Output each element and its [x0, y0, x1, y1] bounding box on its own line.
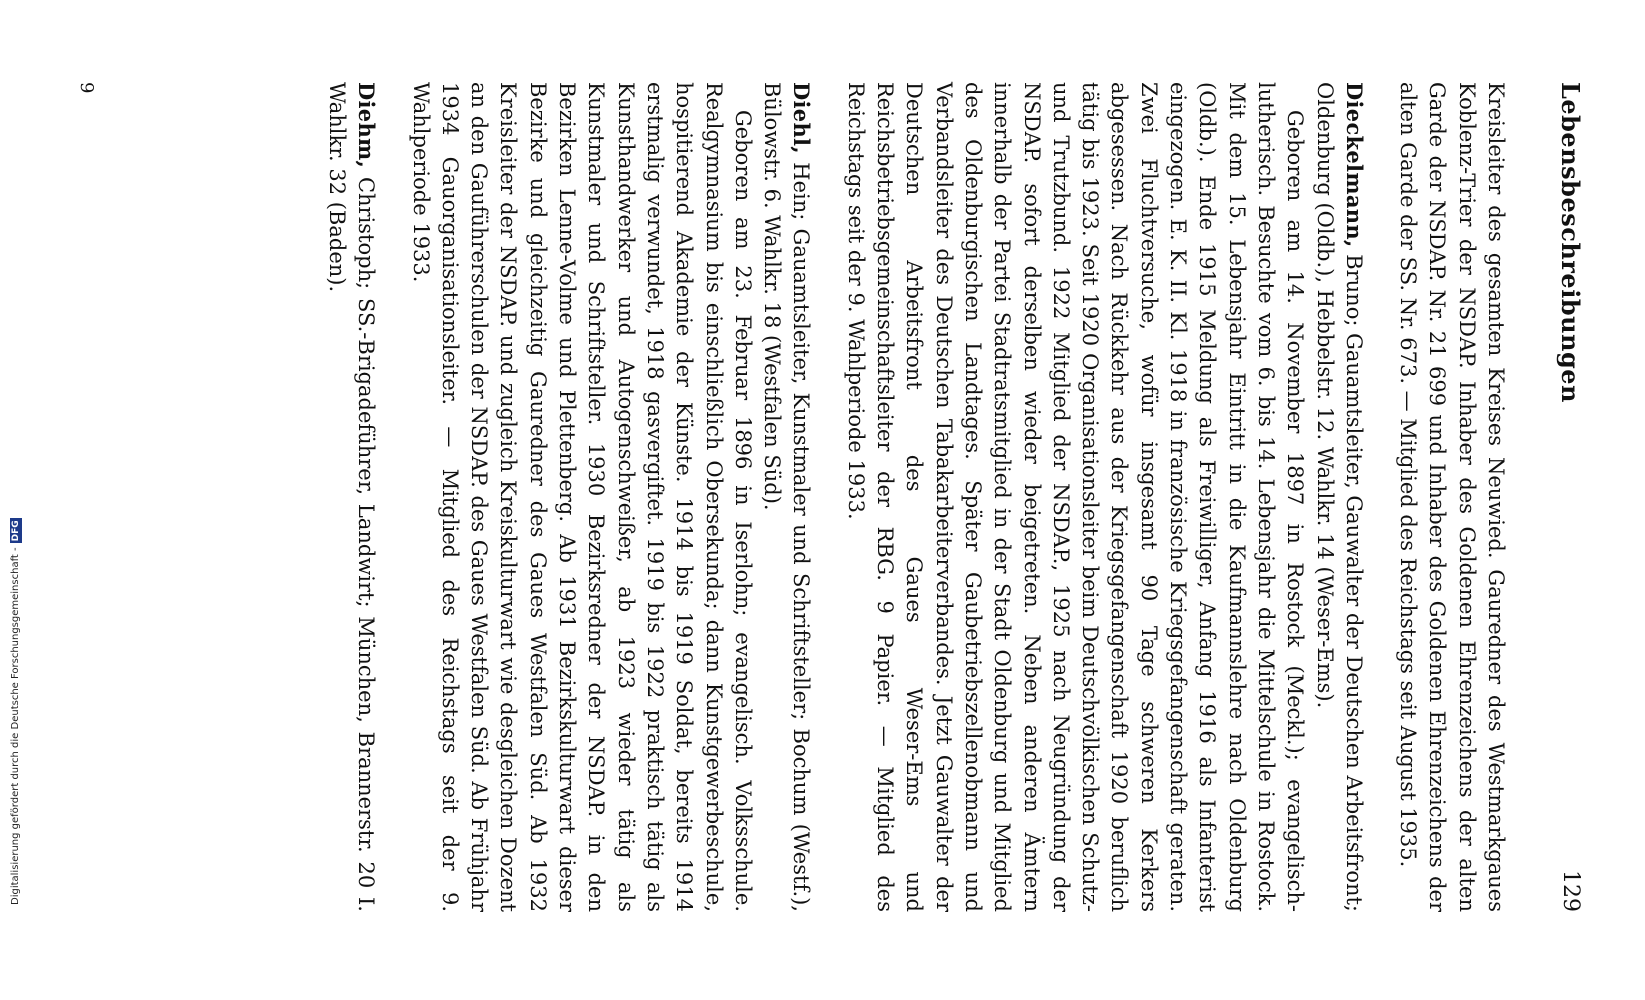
dfg-logo: DFG — [11, 520, 21, 542]
credit-text: Digitalisierung gefördert durch die Deutsche Forschungsgemeinschaft - — [10, 547, 21, 905]
entry-body: Geboren am 23. Februar 1896 in Iserlohn; evangelisch. Volksschule. Realgymnasium bis einschließlich Obersekunda; dann Kunstgewerbeschule, hospitierend Akademie der Künste. 1914 bis 1919 Soldat, bereits 1914 erstmalig verwundet, 1918 gasvergiftet. 1919 bis 1922 praktisch tätig als Kunsthandwerker und Autogenschweißer, ab 1923 wieder tätig als Kunstmaler und Schriftsteller. 1930 Bezirksredner der NSDAP. in den Bezirken Lenne-Volme und Plettenberg. Ab 1931 Bezirkskulturwart dieser Bezirke und gleichzeitig Gauredner des Gaues Westfalen Süd. Ab 1932 Kreisleiter der NSDAP. und zugleich Kreiskulturwart wie desgleichen Dozent an den Gauführerschulen der NSDAP. des Gaues Westfalen Süd. Ab Frühjahr 1934 Gauorganisationsleiter. — Mitglied des Reichstags seit der 9. Wahlperiode 1933. — [408, 82, 755, 912]
digitization-credit — [0, 0, 20, 1000]
biography-entry-diehl — [405, 82, 816, 912]
page-number: 129 — [1558, 870, 1583, 912]
running-head — [1545, 82, 1585, 912]
entry-heading — [757, 82, 817, 912]
entry-name: Diehl, — [789, 82, 815, 154]
biography-entry-diehm — [322, 82, 382, 912]
entry-intro: Hein; Gauamtsleiter, Kunstmaler und Schriftsteller; Bochum (Westf.), Bülowstr. 6. Wahlkr. 18 (Westfalen Süd). — [760, 82, 814, 912]
page-folio: 9 — [76, 82, 97, 94]
entry-body: Geboren am 14. November 1897 in Rostock (Meckl.); evangelisch-lutherisch. Besuchte vom 6. bis 14. Lebensjahr die Mittelschule in Rostock. Mit dem 15. Lebensjahr Eintritt in die Kaufmannslehre nach Oldenburg (Oldb.). Ende 1915 Meldung als Freiwilliger, Anfang 1916 als Infanterist eingezogen. E. K. II. Kl. 1918 in französische Kriegsgefangenschaft geraten. Zwei Fluchtversuche, wofür insgesamt 90 Tage schweren Kerkers abgesessen. Nach Rückkehr aus der Kriegsgefangenschaft 1920 beruflich tätig bis 1923. Seit 1920 Organisationsleiter beim Deutschvölkischen Schutz- und Trutzbund. 1922 Mitglied der NSDAP., 1925 nach Neugründung der NSDAP. sofort derselben wieder beigetreten. Neben anderen Ämtern innerhalb der Partei Stadtratsmitglied in der Stadt Oldenburg und Mitglied des Oldenburgischen Landtages. Später Gaubetriebszellenobmann und Verbandsleiter des Deutschen Tabakarbeiterverbandes. Jetzt Gauwalter der Deutschen Arbeitsfront des Gaues Weser-Ems und Reichsbetriebsgemeinschaftsleiter der RBG. 9 Papier. — Mitglied des Reichstags seit der 9. Wahlperiode 1933. — [843, 82, 1308, 912]
biography-entry-dieckelmann — [840, 82, 1368, 912]
page-title: Lebensbeschreibungen — [1556, 82, 1585, 403]
entry-intro: Christoph; SS.-Brigadeführer, Landwirt; München, Brannerstr. 20 I. Wahlkr. 32 (Baden). — [325, 82, 379, 912]
entry-name: Diehm, — [354, 82, 380, 169]
entry-heading — [322, 82, 382, 912]
continuation-paragraph: Kreisleiter des gesamten Kreises Neuwied. Gauredner des Westmarkgaues Koblenz-Trier der NSDAP. Inhaber des Goldenen Ehrenzeichens der alten Garde der NSDAP. Nr. 21 699 und Inhaber des Goldenen Ehrenzeichens der alten Garde der SS. Nr. 673. — Mitglied des Reichstags seit August 1935. — [1396, 82, 1508, 912]
entry-heading — [1309, 82, 1369, 912]
entry-intro: Bruno; Gauamtsleiter, Gauwalter der Deutschen Arbeitsfront; Oldenburg (Oldb.), Hebbelstr. 12. Wahlkr. 14 (Weser-Ems). — [1312, 82, 1366, 912]
entry-name: Dieckelmann, — [1341, 82, 1367, 248]
text-body — [322, 82, 1510, 912]
